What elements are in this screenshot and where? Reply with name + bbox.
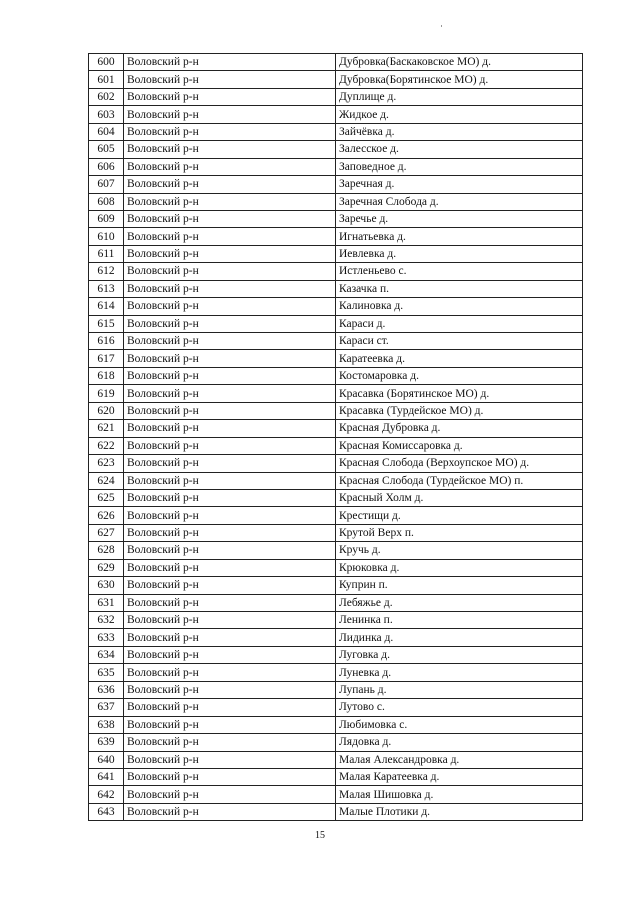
settlement-cell: Калиновка д. [336,298,583,315]
settlement-cell: Крутой Верх п. [336,524,583,541]
district-cell: Воловский р-н [124,699,336,716]
table-row [89,577,583,594]
row-number-cell: 627 [89,524,124,541]
settlement-cell: Жидкое д. [336,106,583,123]
table-row [89,367,583,384]
row-number-cell: 638 [89,716,124,733]
row-number-cell: 643 [89,803,124,820]
district-cell: Воловский р-н [124,594,336,611]
row-number-cell: 609 [89,210,124,227]
table-row [89,734,583,751]
row-number-cell: 608 [89,193,124,210]
district-cell: Воловский р-н [124,786,336,803]
table-row [89,803,583,820]
table-row [89,699,583,716]
row-number-cell: 616 [89,333,124,350]
district-cell: Воловский р-н [124,210,336,227]
table-row [89,524,583,541]
district-cell: Воловский р-н [124,141,336,158]
settlement-cell: Костомаровка д. [336,367,583,384]
row-number-cell: 604 [89,123,124,140]
table-row [89,629,583,646]
settlement-cell: Дубровка(Борятинское МО) д. [336,71,583,88]
table-row [89,646,583,663]
settlement-cell: Малые Плотики д. [336,803,583,820]
table-row [89,681,583,698]
table-row [89,298,583,315]
row-number-cell: 639 [89,734,124,751]
table-row [89,106,583,123]
settlement-cell: Малая Каратеевка д. [336,768,583,785]
row-number-cell: 606 [89,158,124,175]
row-number-cell: 619 [89,385,124,402]
district-cell: Воловский р-н [124,646,336,663]
district-cell: Воловский р-н [124,280,336,297]
district-cell: Воловский р-н [124,507,336,524]
settlement-cell: Каратеевка д. [336,350,583,367]
settlement-cell: Лядовка д. [336,734,583,751]
table-row [89,385,583,402]
table-row [89,768,583,785]
table-row [89,472,583,489]
settlement-cell: Караси ст. [336,333,583,350]
table-row [89,315,583,332]
district-cell: Воловский р-н [124,751,336,768]
row-number-cell: 602 [89,88,124,105]
row-number-cell: 607 [89,176,124,193]
row-number-cell: 632 [89,612,124,629]
table-row [89,71,583,88]
settlement-cell: Красный Холм д. [336,489,583,506]
row-number-cell: 626 [89,507,124,524]
row-number-cell: 621 [89,420,124,437]
district-cell: Воловский р-н [124,263,336,280]
settlement-cell: Крестищи д. [336,507,583,524]
district-cell: Воловский р-н [124,681,336,698]
district-cell: Воловский р-н [124,333,336,350]
table-row [89,420,583,437]
row-number-cell: 630 [89,577,124,594]
district-cell: Воловский р-н [124,612,336,629]
table-row [89,333,583,350]
row-number-cell: 628 [89,542,124,559]
row-number-cell: 600 [89,54,124,71]
settlement-cell: Заречная д. [336,176,583,193]
settlement-cell: Зайчёвка д. [336,123,583,140]
row-number-cell: 611 [89,245,124,262]
district-cell: Воловский р-н [124,245,336,262]
district-cell: Воловский р-н [124,734,336,751]
settlement-cell: Малая Шишовка д. [336,786,583,803]
table-row [89,193,583,210]
row-number-cell: 637 [89,699,124,716]
settlement-cell: Красная Слобода (Верхоупское МО) д. [336,455,583,472]
district-cell: Воловский р-н [124,559,336,576]
row-number-cell: 612 [89,263,124,280]
table-row [89,664,583,681]
district-cell: Воловский р-н [124,228,336,245]
table-row [89,716,583,733]
district-cell: Воловский р-н [124,106,336,123]
table-row [89,263,583,280]
district-cell: Воловский р-н [124,350,336,367]
settlement-cell: Дуплище д. [336,88,583,105]
table-row [89,350,583,367]
district-cell: Воловский р-н [124,768,336,785]
table-row [89,489,583,506]
settlement-cell: Истленьево с. [336,263,583,280]
settlement-cell: Залесское д. [336,141,583,158]
district-cell: Воловский р-н [124,123,336,140]
district-cell: Воловский р-н [124,420,336,437]
district-cell: Воловский р-н [124,489,336,506]
settlement-cell: Лебяжье д. [336,594,583,611]
table-row [89,751,583,768]
settlement-cell: Лупань д. [336,681,583,698]
row-number-cell: 625 [89,489,124,506]
row-number-cell: 610 [89,228,124,245]
table-row [89,559,583,576]
row-number-cell: 605 [89,141,124,158]
table-row [89,507,583,524]
table-row [89,455,583,472]
row-number-cell: 640 [89,751,124,768]
settlement-cell: Малая Александровка д. [336,751,583,768]
district-cell: Воловский р-н [124,71,336,88]
row-number-cell: 615 [89,315,124,332]
row-number-cell: 631 [89,594,124,611]
table-row [89,437,583,454]
table-row [89,280,583,297]
district-cell: Воловский р-н [124,542,336,559]
settlement-cell: Игнатьевка д. [336,228,583,245]
settlement-cell: Любимовка с. [336,716,583,733]
settlement-cell: Куприн п. [336,577,583,594]
settlement-cell: Заповедное д. [336,158,583,175]
settlement-cell: Лидинка д. [336,629,583,646]
table-row [89,245,583,262]
row-number-cell: 603 [89,106,124,123]
settlement-cell: Дубровка(Баскаковское МО) д. [336,54,583,71]
table-row [89,612,583,629]
table-row [89,402,583,419]
table-row [89,594,583,611]
row-number-cell: 618 [89,367,124,384]
district-cell: Воловский р-н [124,455,336,472]
district-cell: Воловский р-н [124,158,336,175]
row-number-cell: 613 [89,280,124,297]
district-cell: Воловский р-н [124,298,336,315]
settlements-table-body [89,54,583,821]
table-row [89,228,583,245]
row-number-cell: 617 [89,350,124,367]
settlement-cell: Кручь д. [336,542,583,559]
district-cell: Воловский р-н [124,437,336,454]
district-cell: Воловский р-н [124,54,336,71]
settlement-cell: Ленинка п. [336,612,583,629]
row-number-cell: 622 [89,437,124,454]
settlement-cell: Красная Слобода (Турдейское МО) п. [336,472,583,489]
district-cell: Воловский р-н [124,176,336,193]
scan-mark [441,25,442,27]
row-number-cell: 629 [89,559,124,576]
district-cell: Воловский р-н [124,664,336,681]
row-number-cell: 642 [89,786,124,803]
district-cell: Воловский р-н [124,577,336,594]
district-cell: Воловский р-н [124,629,336,646]
district-cell: Воловский р-н [124,803,336,820]
district-cell: Воловский р-н [124,367,336,384]
row-number-cell: 634 [89,646,124,663]
table-row [89,786,583,803]
row-number-cell: 624 [89,472,124,489]
district-cell: Воловский р-н [124,88,336,105]
district-cell: Воловский р-н [124,315,336,332]
table-row [89,141,583,158]
settlement-cell: Иевлевка д. [336,245,583,262]
row-number-cell: 601 [89,71,124,88]
settlement-cell: Красавка (Турдейское МО) д. [336,402,583,419]
page-number: 15 [315,830,325,841]
table-row [89,542,583,559]
settlement-cell: Крюковка д. [336,559,583,576]
settlement-cell: Заречная Слобода д. [336,193,583,210]
settlement-cell: Красавка (Борятинское МО) д. [336,385,583,402]
settlement-cell: Заречье д. [336,210,583,227]
district-cell: Воловский р-н [124,385,336,402]
row-number-cell: 620 [89,402,124,419]
row-number-cell: 635 [89,664,124,681]
row-number-cell: 633 [89,629,124,646]
settlement-cell: Луговка д. [336,646,583,663]
table-row [89,210,583,227]
district-cell: Воловский р-н [124,524,336,541]
district-cell: Воловский р-н [124,402,336,419]
district-cell: Воловский р-н [124,472,336,489]
settlement-cell: Лутово с. [336,699,583,716]
row-number-cell: 636 [89,681,124,698]
settlement-cell: Казачка п. [336,280,583,297]
row-number-cell: 641 [89,768,124,785]
table-row [89,123,583,140]
table-row [89,54,583,71]
row-number-cell: 614 [89,298,124,315]
settlement-cell: Луневка д. [336,664,583,681]
district-cell: Воловский р-н [124,716,336,733]
table-row [89,158,583,175]
settlement-cell: Красная Дубровка д. [336,420,583,437]
district-cell: Воловский р-н [124,193,336,210]
row-number-cell: 623 [89,455,124,472]
table-row [89,176,583,193]
settlements-table [88,53,583,821]
settlement-cell: Караси д. [336,315,583,332]
table-row [89,88,583,105]
settlement-cell: Красная Комиссаровка д. [336,437,583,454]
